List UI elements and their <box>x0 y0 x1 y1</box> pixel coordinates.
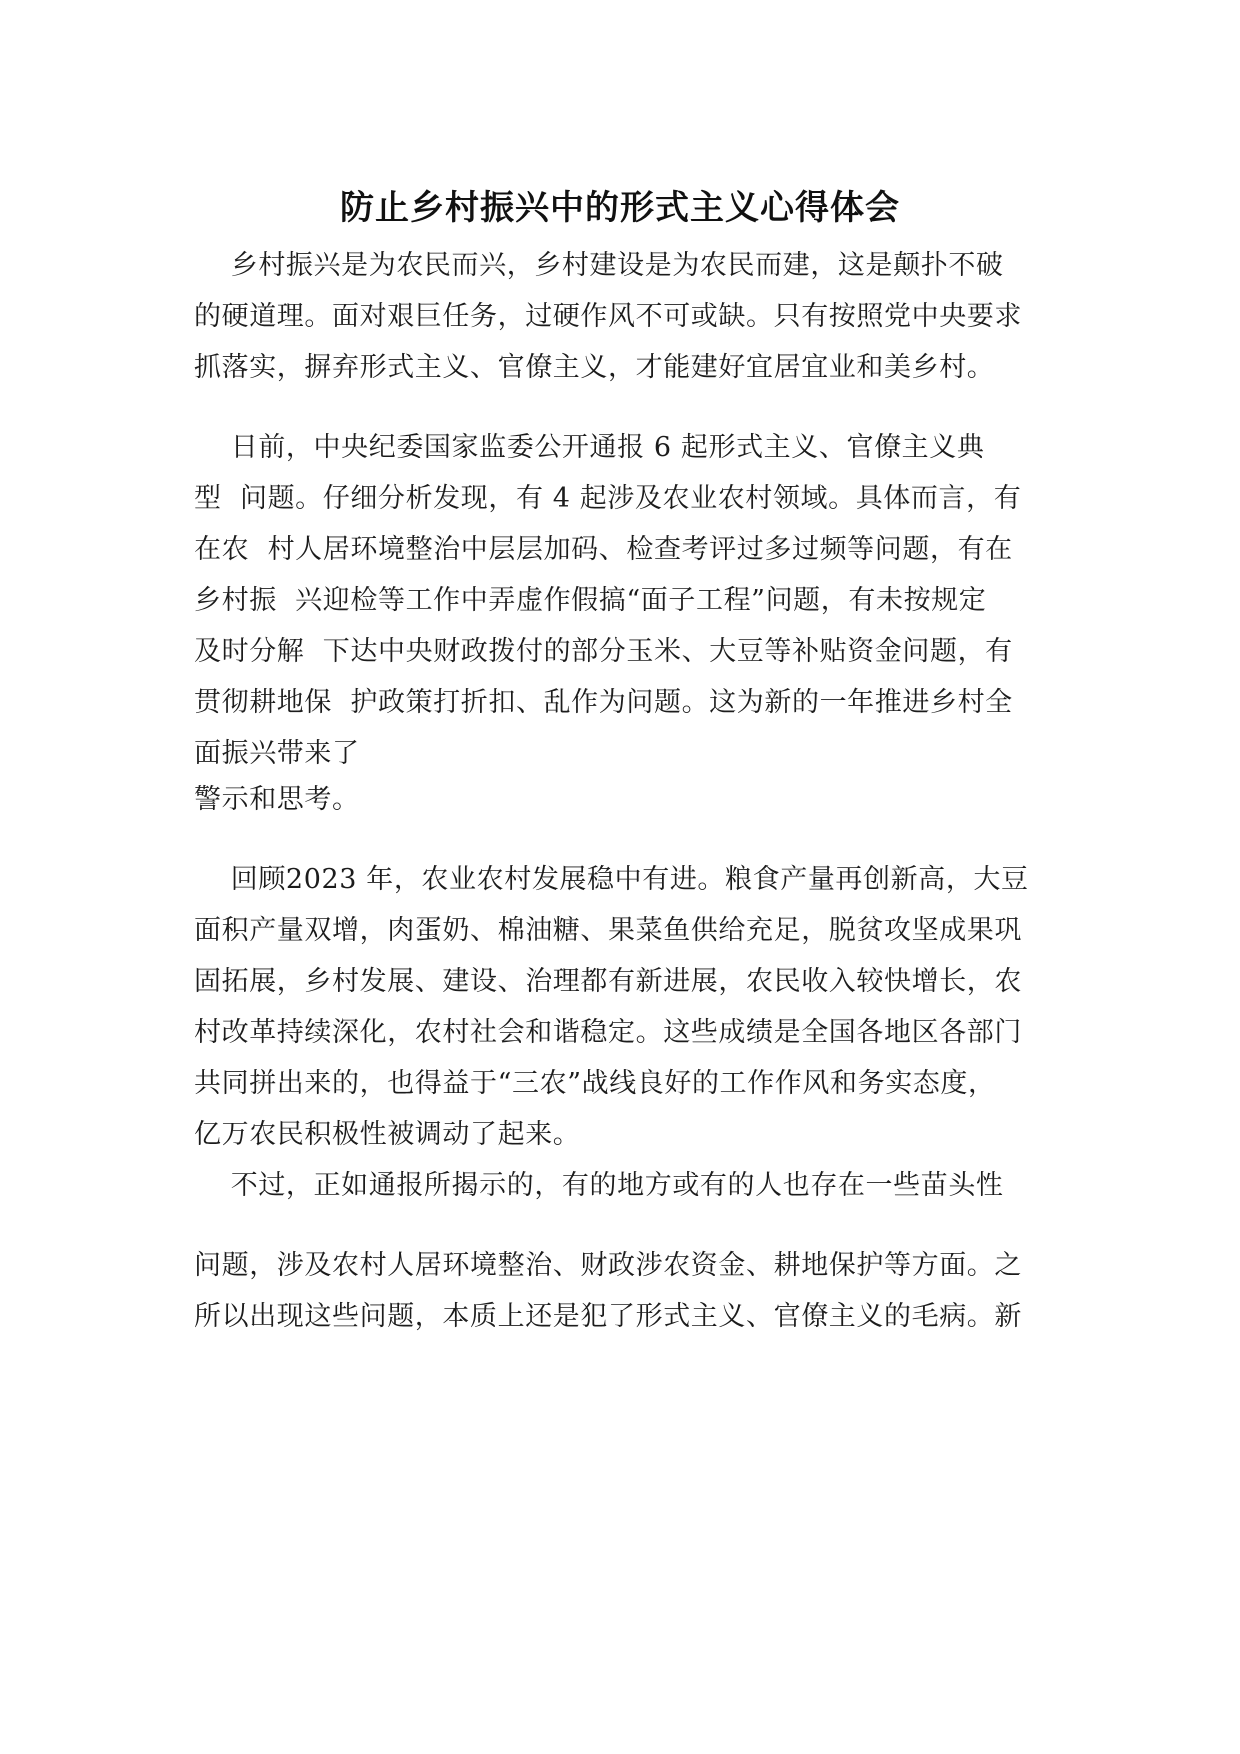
text-line: 面积产量双增，肉蛋奶、棉油糖、果菜鱼供给充足，脱贫攻坚成果巩 <box>194 915 1022 946</box>
text-line: 及时分解 下达中央财政拨付的部分玉米、大豆等补贴资金问题，有 <box>194 636 1013 667</box>
text-line: 警示和思考。 <box>194 784 360 815</box>
text-line: 的硬道理。面对艰巨任务，过硬作风不可或缺。只有按照党中央要求 <box>194 301 1022 332</box>
text-line: 日前，中央纪委国家监委公开通报 6 起形式主义、官僚主义典 <box>194 432 985 463</box>
page-title: 防止乡村振兴中的形式主义心得体会 <box>340 188 900 228</box>
text-line: 抓落实，摒弃形式主义、官僚主义，才能建好宜居宜业和美乡村。 <box>194 352 995 383</box>
text-line: 共同拼出来的，也得益于“三农”战线良好的工作作风和务实态度， <box>194 1068 996 1099</box>
text-line: 面振兴带来了 <box>194 738 360 769</box>
text-line: 乡村振兴是为农民而兴，乡村建设是为农民而建，这是颠扑不破 <box>194 250 1004 281</box>
text-line: 回顾2023 年，农业农村发展稳中有进。粮食产量再创新高，大豆 <box>194 864 1029 895</box>
text-line: 亿万农民积极性被调动了起来。 <box>194 1119 581 1150</box>
text-line: 贯彻耕地保 护政策打折扣、乱作为问题。这为新的一年推进乡村全 <box>194 687 1013 718</box>
text-line: 型 问题。仔细分析发现，有 4 起涉及农业农村领域。具体而言，有 <box>194 483 1022 514</box>
text-line: 不过，正如通报所揭示的，有的地方或有的人也存在一些苗头性 <box>194 1170 1004 1201</box>
text-line: 问题，涉及农村人居环境整治、财政涉农资金、耕地保护等方面。之 <box>194 1250 1022 1281</box>
text-line: 乡村振 兴迎检等工作中弄虚作假搞“面子工程”问题，有未按规定 <box>194 585 987 616</box>
text-line: 村改革持续深化，农村社会和谐稳定。这些成绩是全国各地区各部门 <box>194 1017 1022 1048</box>
text-line: 固拓展，乡村发展、建设、治理都有新进展，农民收入较快增长，农 <box>194 966 1022 997</box>
text-line: 在农 村人居环境整治中层层加码、检查考评过多过频等问题，有在 <box>194 534 1013 565</box>
text-line: 所以出现这些问题，本质上还是犯了形式主义、官僚主义的毛病。新 <box>194 1301 1022 1332</box>
